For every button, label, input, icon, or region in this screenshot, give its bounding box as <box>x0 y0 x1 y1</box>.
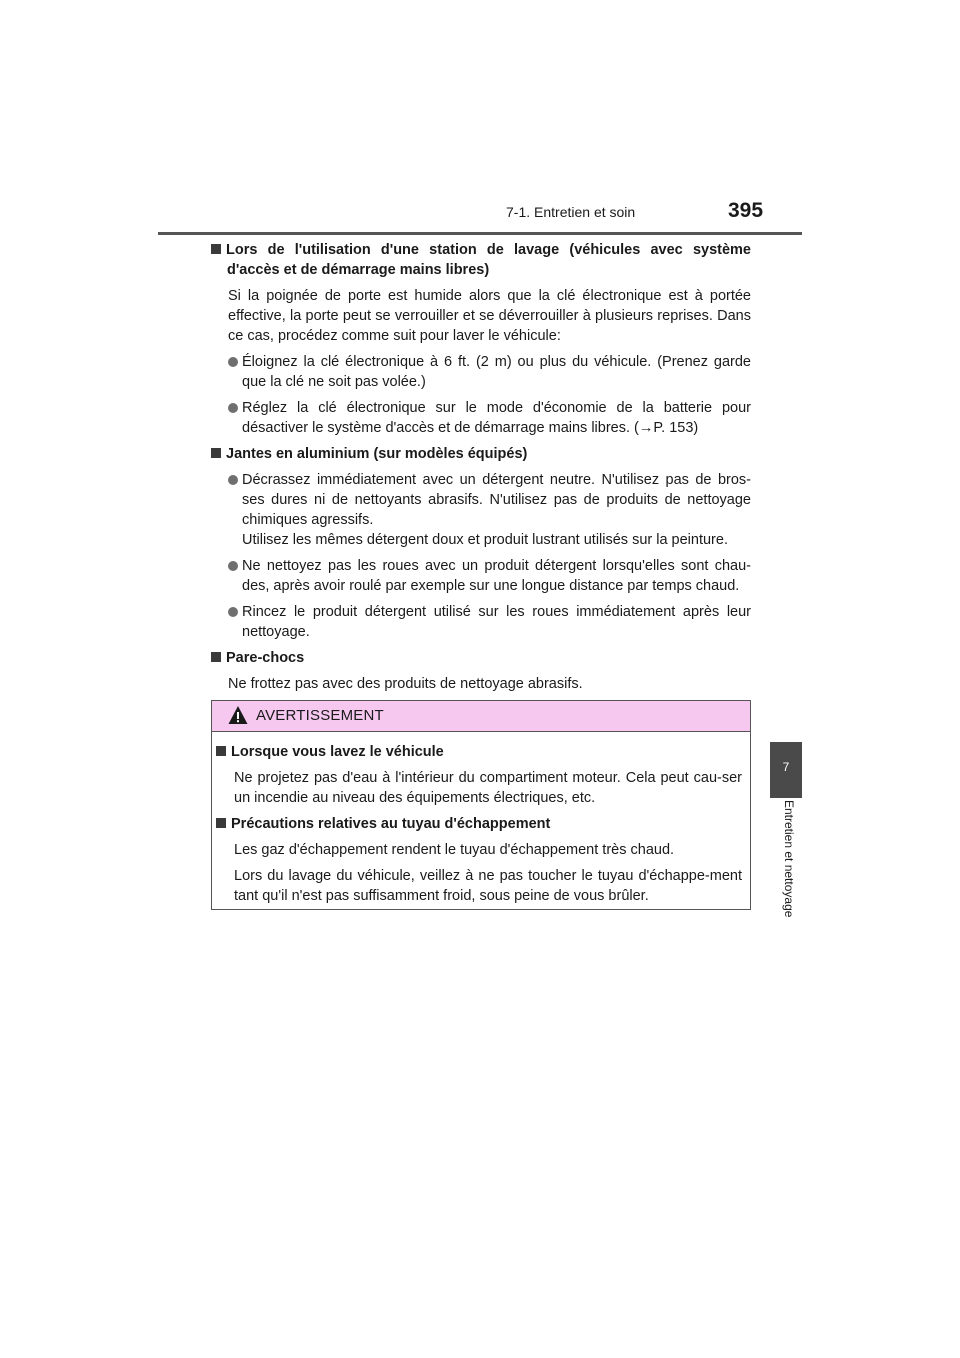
warning-paragraph: Les gaz d'échappement rendent le tuyau d'échappement très chaud. <box>234 842 675 858</box>
warning-triangle-icon <box>228 705 248 725</box>
list-item-text: Ne nettoyez pas les roues avec un produit détergent lorsqu'elles sont chau-des, après avoir roulé par exemple sur une longue distance par temps chaud. <box>242 558 751 594</box>
warning-paragraph: Lors du lavage du véhicule, veillez à ne pas toucher le tuyau d'échappe-ment tant qu'il n'est pas suffisamment froid, sous peine de vous brûler. <box>234 868 742 904</box>
warning-paragraph: Ne projetez pas d'eau à l'intérieur du compartiment moteur. Cela peut cau-ser un incendie au niveau des équipements électriques, etc. <box>234 770 742 806</box>
section-paragraph: Ne frottez pas avec des produits de nettoyage abrasifs. <box>228 676 583 692</box>
circle-bullet-icon <box>228 607 238 617</box>
warning-item-title <box>216 814 742 834</box>
section-title: Pare-chocs <box>226 650 305 666</box>
main-content <box>211 240 751 700</box>
list-item <box>228 352 751 392</box>
header-section-title: 7-1. Entretien et soin <box>506 204 636 220</box>
section-title: Jantes en aluminium (sur modèles équipés) <box>226 446 528 462</box>
warning-body <box>212 732 750 906</box>
list-item-extra-text: Utilisez les mêmes détergent doux et produit lustrant utilisés sur la peinture. <box>242 532 728 548</box>
square-bullet-icon <box>216 818 226 828</box>
circle-bullet-icon <box>228 403 238 413</box>
chapter-tab-number: 7 <box>782 760 790 774</box>
section-heading-bumpers <box>211 648 751 668</box>
section-paragraph: Si la poignée de porte est humide alors que la clé électronique est à portée effective, la porte peut se verrouiller et se déverrouiller à plusieurs reprises. Dans ce cas, procédez comme suit pour laver le véhicule: <box>228 288 751 344</box>
header-divider <box>158 232 802 235</box>
warning-item-title-text: Lorsque vous lavez le véhicule <box>231 744 444 760</box>
square-bullet-icon <box>216 746 226 756</box>
page-number: 395 <box>728 199 764 222</box>
section-heading-alloy-wheels <box>211 444 751 464</box>
warning-box <box>211 700 751 910</box>
warning-title: AVERTISSEMENT <box>256 707 384 724</box>
list-item <box>228 556 751 596</box>
list-item-text: Décrassez immédiatement avec un détergent neutre. N'utilisez pas de bros-ses dures ni de nettoyants abrasifs. N'utilisez pas de produits de nettoyage chimiques agressifs. <box>242 472 751 528</box>
square-bullet-icon <box>211 448 221 458</box>
warning-item-title-text: Précautions relatives au tuyau d'échappement <box>231 816 551 832</box>
square-bullet-icon <box>211 652 221 662</box>
circle-bullet-icon <box>228 561 238 571</box>
list-item <box>228 398 751 438</box>
section-heading-car-wash <box>211 240 751 280</box>
circle-bullet-icon <box>228 357 238 367</box>
warning-header <box>212 701 750 732</box>
square-bullet-icon <box>211 244 221 254</box>
warning-item-title <box>216 742 742 762</box>
list-item <box>228 470 751 550</box>
list-item <box>228 602 751 642</box>
list-item-text: Éloignez la clé électronique à 6 ft. (2 m) ou plus du véhicule. (Prenez garde que la clé ne soit pas volée.) <box>242 354 751 390</box>
section-title: Lors de l'utilisation d'une station de lavage (véhicules avec système d'accès et de démarrage mains libres) <box>226 242 751 278</box>
list-item-text: Réglez la clé électronique sur le mode d'économie de la batterie pour désactiver le système d'accès et de démarrage mains libres. (→P. 153) <box>242 400 751 436</box>
circle-bullet-icon <box>228 475 238 485</box>
list-item-text: Rincez le produit détergent utilisé sur les roues immédiatement après leur nettoyage. <box>242 604 751 640</box>
chapter-tab-label: Entretien et nettoyage <box>782 800 796 918</box>
